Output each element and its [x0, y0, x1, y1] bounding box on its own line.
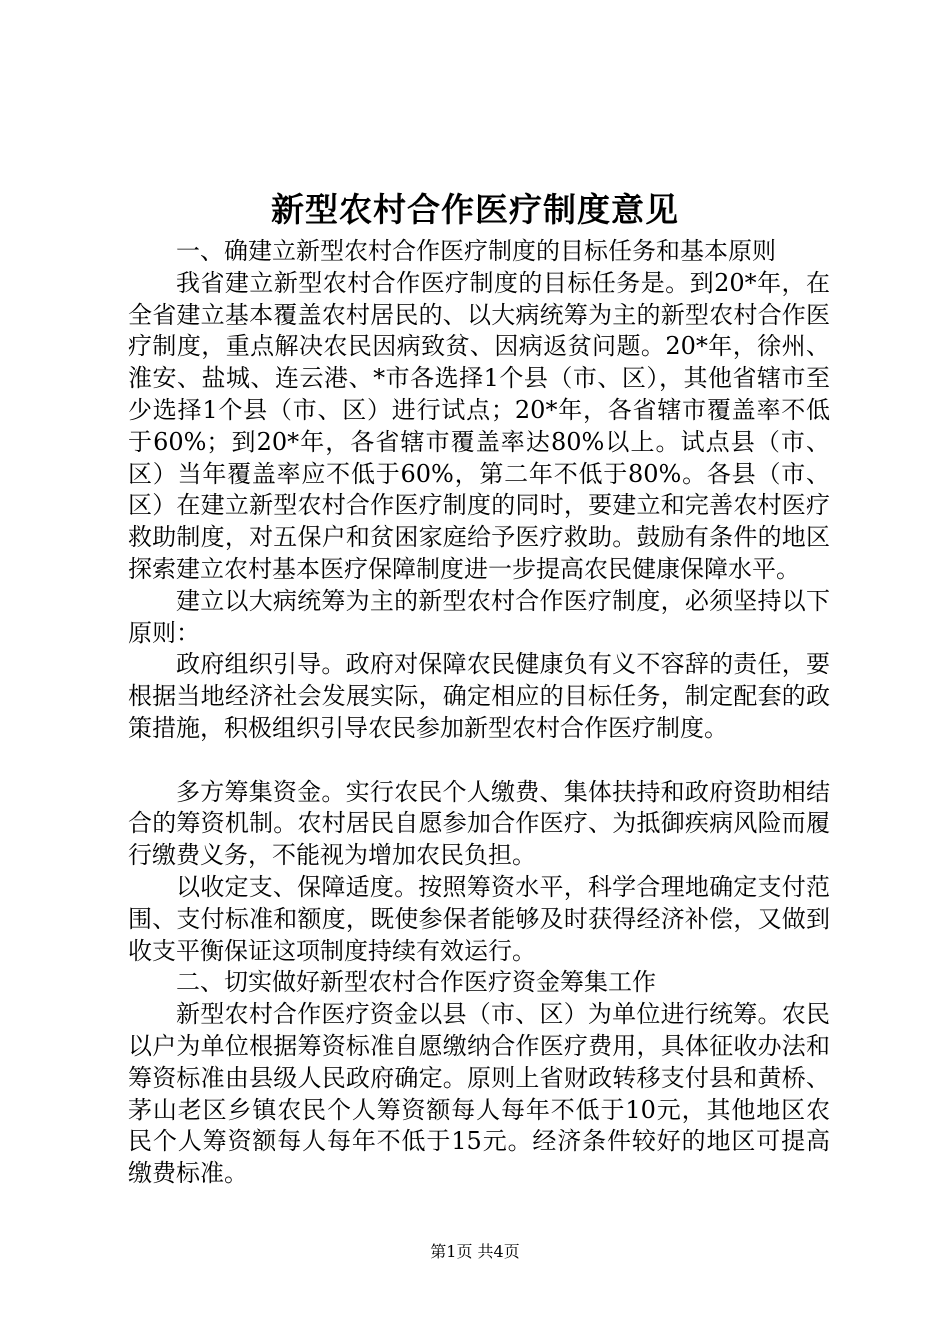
body-paragraph: 以收定支、保障适度。按照筹资水平，科学合理地确定支付范围、支付标准和额度，既使参保者能够及时获得经济补偿，又做到收支平衡保证这项制度持续有效运行。	[128, 872, 830, 965]
body-paragraph: 多方筹集资金。实行农民个人缴费、集体扶持和政府资助相结合的筹资机制。农村居民自愿参加合作医疗、为抵御疾病风险而履行缴费义务，不能视为增加农民负担。	[128, 777, 830, 870]
section-heading-1: 一、确建立新型农村合作医疗制度的目标任务和基本原则	[176, 237, 776, 265]
body-paragraph: 我省建立新型农村合作医疗制度的目标任务是。到20*年，在全省建立基本覆盖农村居民的、以大病统筹为主的新型农村合作医疗制度，重点解决农民因病致贫、因病返贫问题。20*年，徐州、淮安、盐城、连云港、*市各选择1个县（市、区），其他省辖市至少选择1个县（市、区）进行试点；20*年，各省辖市覆盖率不低于60%；到20*年，各省辖市覆盖率达80%以上。试点县（市、区）当年覆盖率应不低于60%，第二年不低于80%。各县（市、区）在建立新型农村合作医疗制度的同时，要建立和完善农村医疗救助制度，对五保户和贫困家庭给予医疗救助。鼓励有条件的地区探索建立农村基本医疗保障制度进一步提高农民健康保障水平。	[128, 268, 830, 583]
page-number-footer: 第1页 共4页	[430, 1242, 520, 1261]
document-body	[128, 236, 830, 1190]
document-title: 新型农村合作医疗制度意见	[271, 190, 679, 229]
body-paragraph: 政府组织引导。政府对保障农民健康负有义不容辞的责任，要根据当地经济社会发展实际，确定相应的目标任务，制定配套的政策措施，积极组织引导农民参加新型农村合作医疗制度。	[128, 650, 830, 742]
section-heading-2: 二、切实做好新型农村合作医疗资金筹集工作	[176, 968, 656, 997]
body-paragraph: 新型农村合作医疗资金以县（市、区）为单位进行统筹。农民以户为单位根据筹资标准自愿缴纳合作医疗费用，具体征收办法和筹资标准由县级人民政府确定。原则上省财政转移支付县和黄桥、茅山老区乡镇农民个人筹资额每人每年不低于10元，其他地区农民个人筹资额每人每年不低于15元。经济条件较好的地区可提高缴费标准。	[128, 1000, 830, 1188]
body-paragraph: 建立以大病统筹为主的新型农村合作医疗制度，必须坚持以下原则：	[128, 586, 830, 647]
